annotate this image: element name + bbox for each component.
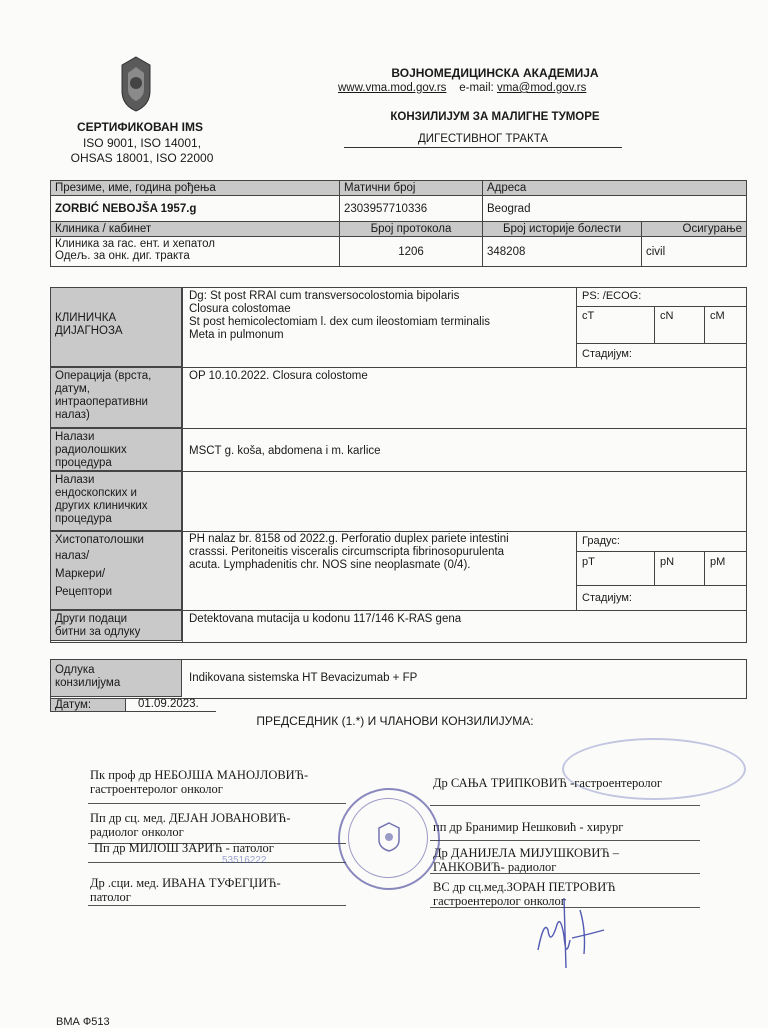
- email-label: e-mail:: [459, 82, 494, 94]
- iso-line-2: OHSAS 18001, ISO 22000: [70, 151, 214, 165]
- cm-label: cM: [710, 310, 725, 322]
- operation-value: OP 10.10.2022. Closura colostome: [189, 370, 368, 382]
- signatory-3: Пп др МИЛОШ ЗАРИЋ - патолог: [94, 841, 274, 855]
- other-data-value: Detektovana mutacija u kodonu 117/146 K-RAS gena: [189, 613, 462, 625]
- ps-ecog-label: PS: /ECOG:: [582, 290, 642, 302]
- protocol-number: 1206: [340, 237, 483, 267]
- insurance-value: civil: [642, 237, 747, 267]
- contact-line: [338, 82, 658, 94]
- history-number: 348208: [483, 237, 642, 267]
- clinic-cell: [51, 237, 340, 267]
- stamp-crest-icon: [377, 822, 401, 852]
- patient-table: [50, 180, 747, 267]
- patient-jmbg: 2303957710336: [340, 196, 483, 222]
- endoscopy-label: Налази ендоскопских и других клиничких процедура: [51, 472, 182, 531]
- signatory-5: Др САЊА ТРИПКОВИЋ -гастроентеролог: [433, 776, 662, 790]
- other-data-label: Други подаци битни за одлуку: [51, 611, 182, 641]
- stamp-faint: [562, 738, 746, 800]
- header-jmbg: Матични број: [340, 181, 483, 196]
- header-history: Број историје болести: [483, 222, 642, 237]
- certified-title: СЕРТИФИКОВАН IMS: [76, 120, 204, 134]
- form-code: ВМА Ф513: [56, 1016, 110, 1028]
- signatory-2: Пп др сц. мед. ДЕЈАН ЈОВАНОВИЋ- радиолог онколог: [90, 811, 291, 839]
- grade-label: Градус:: [582, 535, 620, 547]
- radiology-value: MSCT g. koša, abdomena i m. karlice: [189, 445, 381, 457]
- pn-label: pN: [660, 556, 675, 568]
- date-label: Датум:: [50, 698, 126, 712]
- clinic-line-1: Клиника за гас. ент. и хепатол: [55, 238, 215, 250]
- iso-line-1: ISO 9001, ISO 14001,: [82, 136, 202, 150]
- email-link[interactable]: vma@mod.gov.rs: [496, 82, 587, 94]
- vma-crest-logo: [118, 55, 154, 113]
- signatory-4: Др .сци. мед. ИВАНА ТУФЕГЏИЋ- патолог: [90, 876, 281, 904]
- cn-label: cN: [660, 310, 674, 322]
- council-subtitle: ДИГЕСТИВНОГ ТРАКТА: [344, 133, 622, 148]
- members-title: ПРЕДСЕДНИК (1.*) И ЧЛАНОВИ КОНЗИЛИЈУМА:: [256, 714, 534, 728]
- header-protocol: Број протокола: [340, 222, 483, 237]
- clinic-line-2: Одељ. за онк. диг. тракта: [55, 250, 190, 262]
- date-value: 01.09.2023.: [126, 698, 216, 712]
- operation-label: Операција (врста, датум, интраоперативни налаз): [51, 368, 182, 428]
- pm-label: pM: [710, 556, 726, 568]
- header-name: Презиме, име, година рођења: [51, 181, 340, 196]
- pathology-stage-label: Стадијум:: [582, 592, 632, 604]
- signatory-7: Др ДАНИЈЕЛА МИЈУШКОВИЋ – ГАНКОВИЋ- радиолог: [433, 846, 619, 874]
- decision-label: Одлука конзилијума: [51, 660, 182, 697]
- header-clinic: Клиника / кабинет: [51, 222, 340, 237]
- patient-address: Beograd: [483, 196, 747, 222]
- pt-label: pT: [582, 556, 595, 568]
- council-title: КОНЗИЛИЈУМ ЗА МАЛИГНЕ ТУМОРЕ: [390, 111, 600, 123]
- patient-name: ZORBIĆ NEBOJŠA 1957.g: [51, 196, 340, 222]
- signatory-6: пп др Бранимир Нешковић - хирург: [433, 820, 624, 834]
- signatory-8: ВС др сц.мед.ЗОРАН ПЕТРОВИЋ гастроентеролог онколог: [433, 880, 616, 908]
- ct-label: cT: [582, 310, 595, 322]
- institution-name: ВОЈНОМЕДИЦИНСКА АКАДЕМИЈА: [391, 66, 599, 80]
- signatory-1: Пк проф др НЕБОЈША МАНОЈЛОВИЋ- гастроентеролог онколог: [90, 768, 309, 796]
- clinical-diagnosis-label: КЛИНИЧКА ДИЈАГНОЗА: [51, 288, 182, 367]
- stamp-number: 53516222: [222, 855, 267, 866]
- radiology-label: Налази радиолошких процедура: [51, 429, 182, 471]
- header-insurance: Осигурање: [642, 222, 747, 237]
- histology-value: PH nalaz br. 8158 od 2022.g. Perforatio duplex pariete intestini crasssi. Peritoneitis visceralis circumscripta fibrinosopurulenta acuta. Lymphadenitis chr. NOS sine neoplasmate (0/4).: [189, 533, 509, 571]
- clinical-stage-label: Стадијум:: [582, 348, 632, 360]
- decision-value: Indikovana sistemska HT Bevacizumab + FP: [189, 672, 418, 684]
- official-round-stamp: [338, 788, 440, 890]
- header-address: Адреса: [483, 181, 747, 196]
- histology-label: Хистопатолошки налаз/ Маркери/ Рецептори: [51, 532, 182, 610]
- diagnosis-text: Dg: St post RRAI cum transversocolostomia bipolaris Closura colostomae St post hemicolectomiam l. dex cum ileostomiam terminalis Meta in pulmonum: [189, 290, 491, 341]
- handwritten-signature: [530, 890, 610, 970]
- website-link[interactable]: www.vma.mod.gov.rs: [338, 82, 447, 94]
